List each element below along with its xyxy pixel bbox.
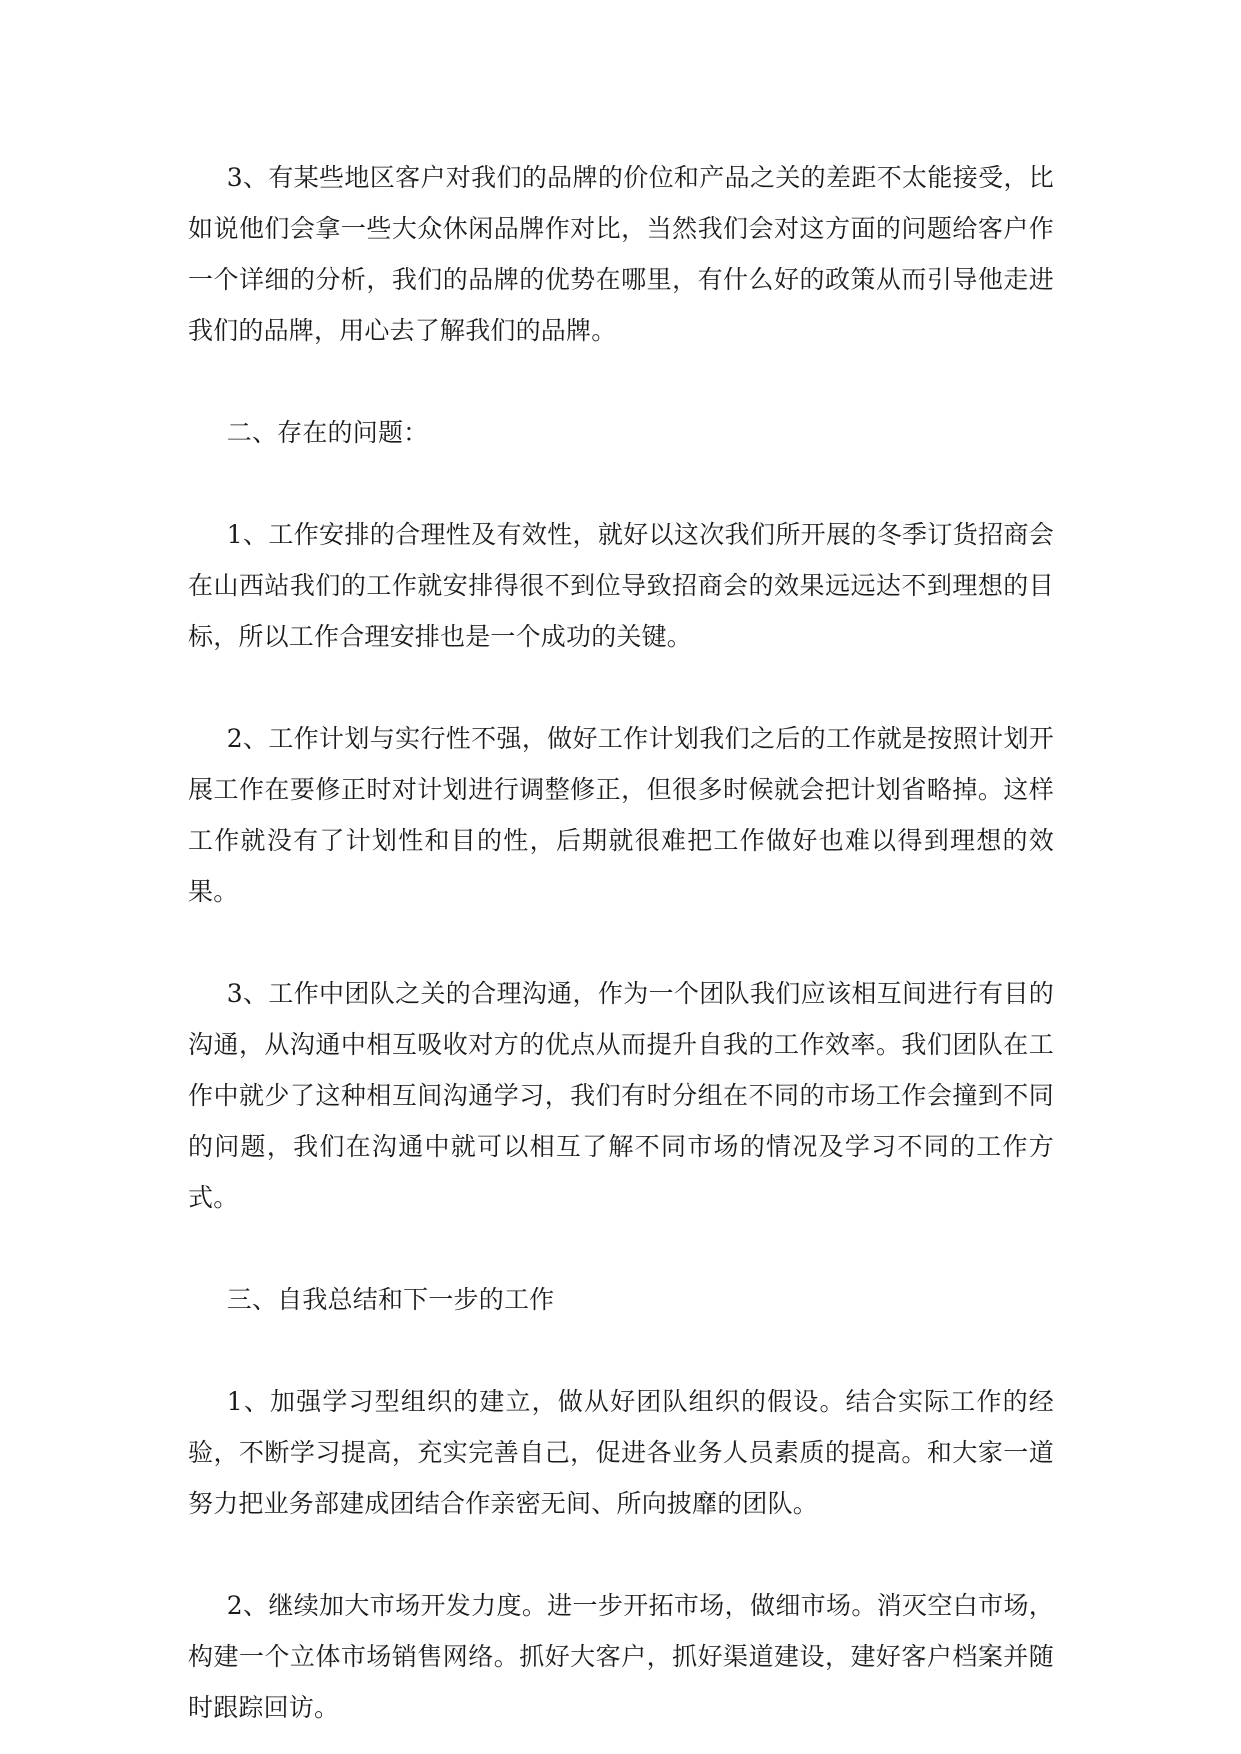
paragraph-learning-organization: 1、加强学习型组织的建立，做从好团队组织的假设。结合实际工作的经验，不断学习提高，充实完善自己，促进各业务人员素质的提高。和大家一道努力把业务部建成团结合作亲密无间、所向披靡的团队。: [188, 1387, 1054, 1518]
paragraph-brand-price-gap: 3、有某些地区客户对我们的品牌的价位和产品之关的差距不太能接受，比如说他们会拿一些大众休闲品牌作对比，当然我们会对这方面的问题给客户作一个详细的分析，我们的品牌的优势在哪里，有什么好的政策从而引导他走进我们的品牌，用心去了解我们的品牌。: [188, 163, 1054, 345]
paragraph-team-communication: 3、工作中团队之关的合理沟通，作为一个团队我们应该相互间进行有目的沟通，从沟通中相互吸收对方的优点从而提升自我的工作效率。我们团队在工作中就少了这种相互间沟通学习，我们有时分组在不同的市场工作会撞到不同的问题，我们在沟通中就可以相互了解不同市场的情况及学习不同的工作方式。: [188, 979, 1054, 1212]
paragraph-work-plan: 2、工作计划与实行性不强，做好工作计划我们之后的工作就是按照计划开展工作在要修正时对计划进行调整修正，但很多时候就会把计划省略掉。这样工作就没有了计划性和目的性，后期就很难把工作做好也难以得到理想的效果。: [188, 724, 1054, 906]
paragraph-market-development: 2、继续加大市场开发力度。进一步开拓市场，做细市场。消灭空白市场，构建一个立体市场销售网络。抓好大客户，抓好渠道建设，建好客户档案并随时跟踪回访。: [188, 1591, 1054, 1722]
section-heading-summary-next-steps: 三、自我总结和下一步的工作: [226, 1285, 555, 1314]
paragraph-work-arrangement: 1、工作安排的合理性及有效性，就好以这次我们所开展的冬季订货招商会在山西站我们的工作就安排得很不到位导致招商会的效果远远达不到理想的目标，所以工作合理安排也是一个成功的关键。: [188, 520, 1054, 651]
document-body: [188, 152, 1054, 1733]
section-heading-problems: 二、存在的问题：: [226, 418, 429, 447]
